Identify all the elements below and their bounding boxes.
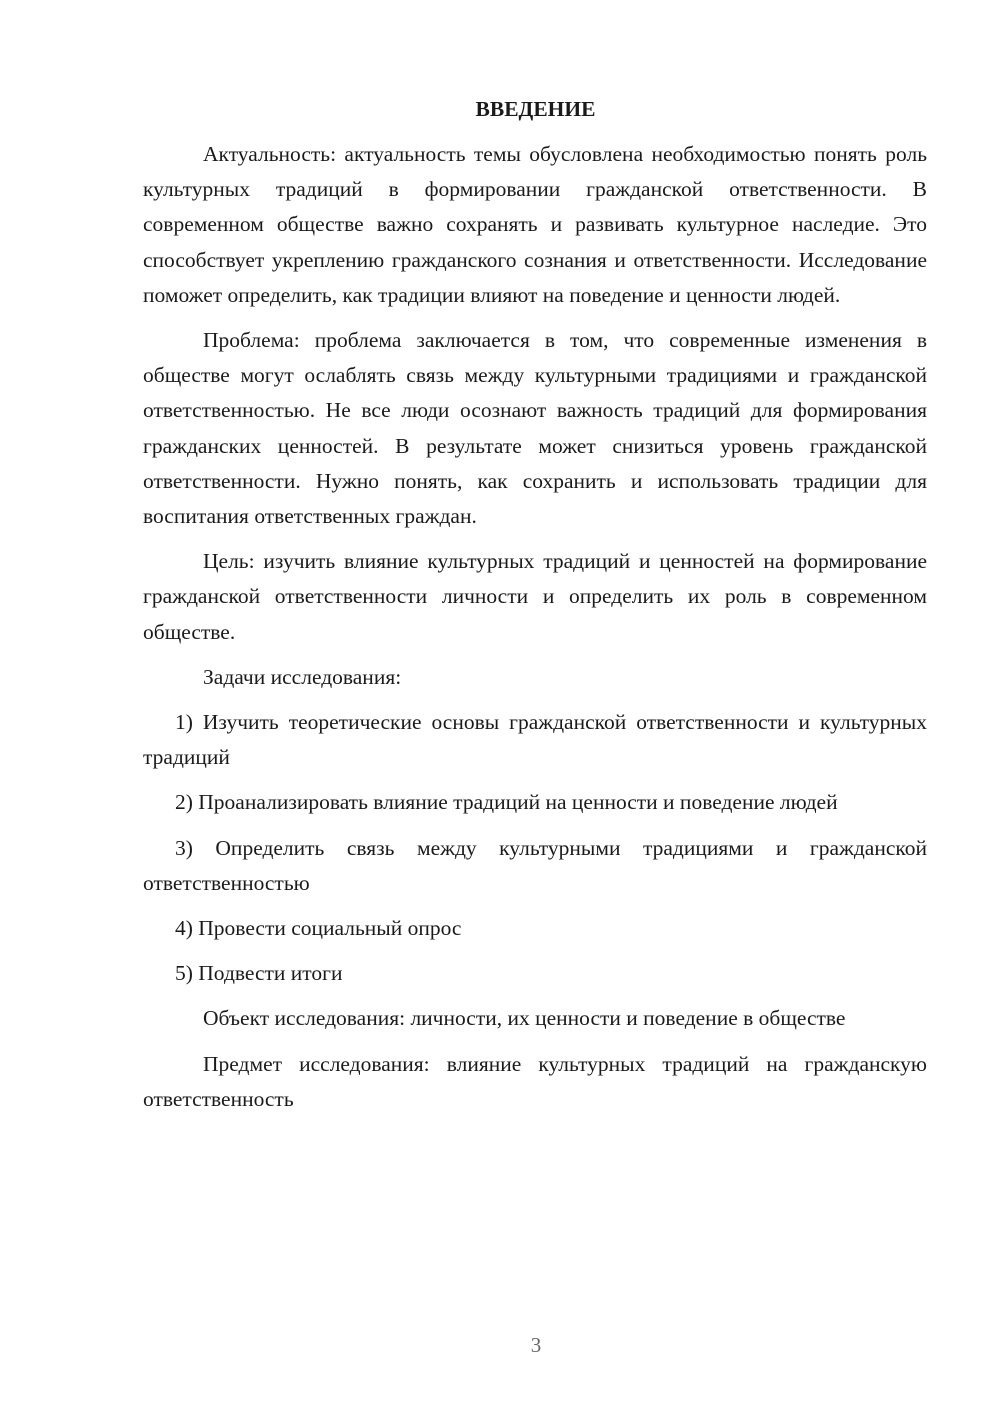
- paragraph-subject: Предмет исследования: влияние культурных традиций на гражданскую ответственность: [143, 1051, 927, 1111]
- paragraph-goal: Цель: изучить влияние культурных традиций и ценностей на формирование гражданской ответственности личности и определить их роль в современном обществе.: [143, 549, 927, 644]
- list-item: 2) Проанализировать влияние традиций на ценности и поведение людей: [175, 790, 838, 815]
- paragraph-problem: Проблема: проблема заключается в том, что современные изменения в обществе могут ослаблять связь между культурными традициями и гражданской ответственностью. Не все люди осознают важность традиций для формирования гражданских ценностей. В результате может снизиться уровень гражданской ответственности. Нужно понять, как сохранить и использовать традиции для воспитания ответственных граждан.: [143, 328, 927, 529]
- list-item: 3) Определить связь между культурными традициями и гражданской ответственностью: [143, 835, 927, 895]
- paragraph-relevance: Актуальность: актуальность темы обусловлена необходимостью понять роль культурных традиций в формировании гражданской ответственности. В современном обществе важно сохранять и развивать культурное наследие. Это способствует укреплению гражданского сознания и ответственности. Исследование поможет определить, как традиции влияют на поведение и ценности людей.: [143, 142, 927, 307]
- list-item: 4) Провести социальный опрос: [175, 916, 462, 941]
- tasks-heading: Задачи исследования:: [203, 664, 402, 689]
- page-title: ВВЕДЕНИЕ: [475, 97, 596, 121]
- tasks-list: [143, 705, 927, 991]
- list-item: 1) Изучить теоретические основы гражданской ответственности и культурных традиций: [143, 710, 927, 770]
- page-number: 3: [530, 1333, 542, 1357]
- document-page: [143, 92, 927, 1117]
- list-item: 5) Подвести итоги: [175, 961, 343, 986]
- paragraph-object: Объект исследования: личности, их ценности и поведение в обществе: [203, 1006, 846, 1031]
